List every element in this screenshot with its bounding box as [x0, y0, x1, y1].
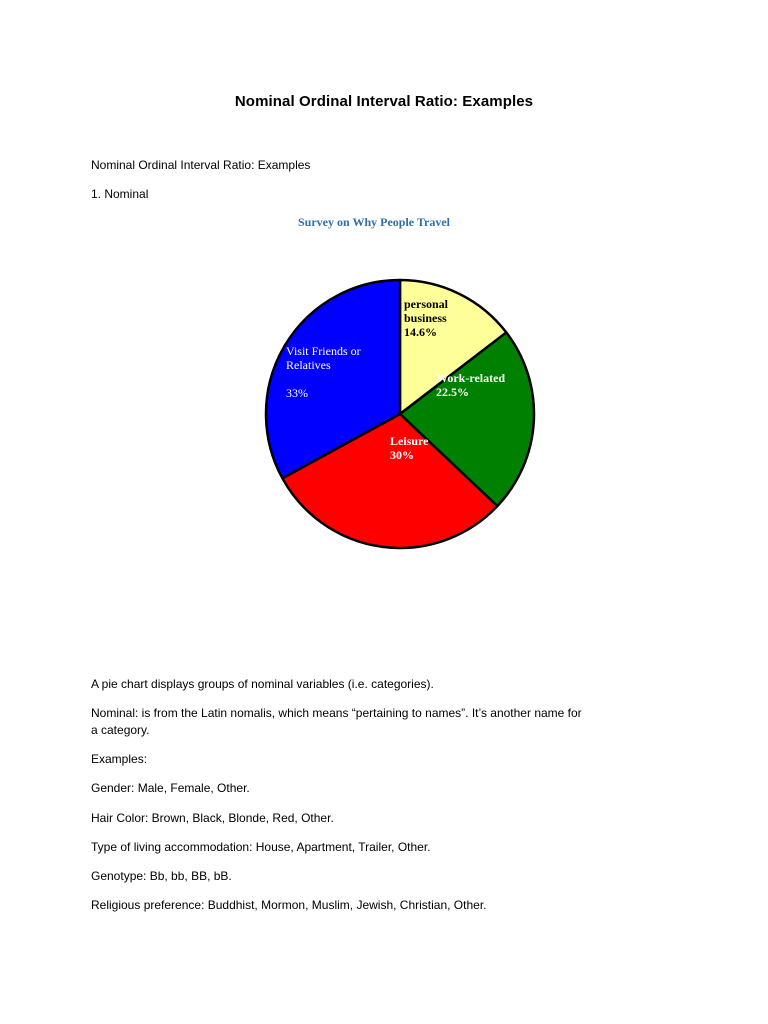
subtitle: Nominal Ordinal Interval Ratio: Examples — [91, 158, 311, 172]
pie-label-personal-business: personal business 14.6% — [404, 297, 449, 339]
paragraph-nominal-definition: Nominal: is from the Latin nomalis, which means “pertaining to names”. It’s another name for — [91, 706, 582, 720]
example-genotype: Genotype: Bb, bb, BB, bB. — [91, 869, 232, 883]
paragraph-nominal-definition-cont: a category. — [91, 723, 150, 737]
chart-title: Survey on Why People Travel — [297, 215, 450, 229]
section-heading: 1. Nominal — [91, 187, 149, 201]
page-title: Nominal Ordinal Interval Ratio: Examples — [234, 93, 534, 110]
example-gender: Gender: Male, Female, Other. — [91, 781, 250, 795]
example-religious-preference: Religious preference: Buddhist, Mormon, Muslim, Jewish, Christian, Other. — [91, 898, 487, 912]
example-living-accommodation: Type of living accommodation: House, Apartment, Trailer, Other. — [91, 840, 431, 854]
pie-chart — [240, 210, 540, 550]
pie-label-leisure: Leisure 30% — [390, 434, 429, 462]
pie-label-work-related: Work-related 22.5% — [436, 371, 506, 399]
pie-label-visit-friends-or-relatives: Visit Friends or Relatives 33% — [286, 344, 361, 400]
paragraph-pie-chart: A pie chart displays groups of nominal variables (i.e. categories). — [91, 677, 434, 691]
example-hair-color: Hair Color: Brown, Black, Blonde, Red, Other. — [91, 811, 334, 825]
examples-heading: Examples: — [91, 752, 148, 766]
pie-chart-figure — [240, 210, 540, 550]
